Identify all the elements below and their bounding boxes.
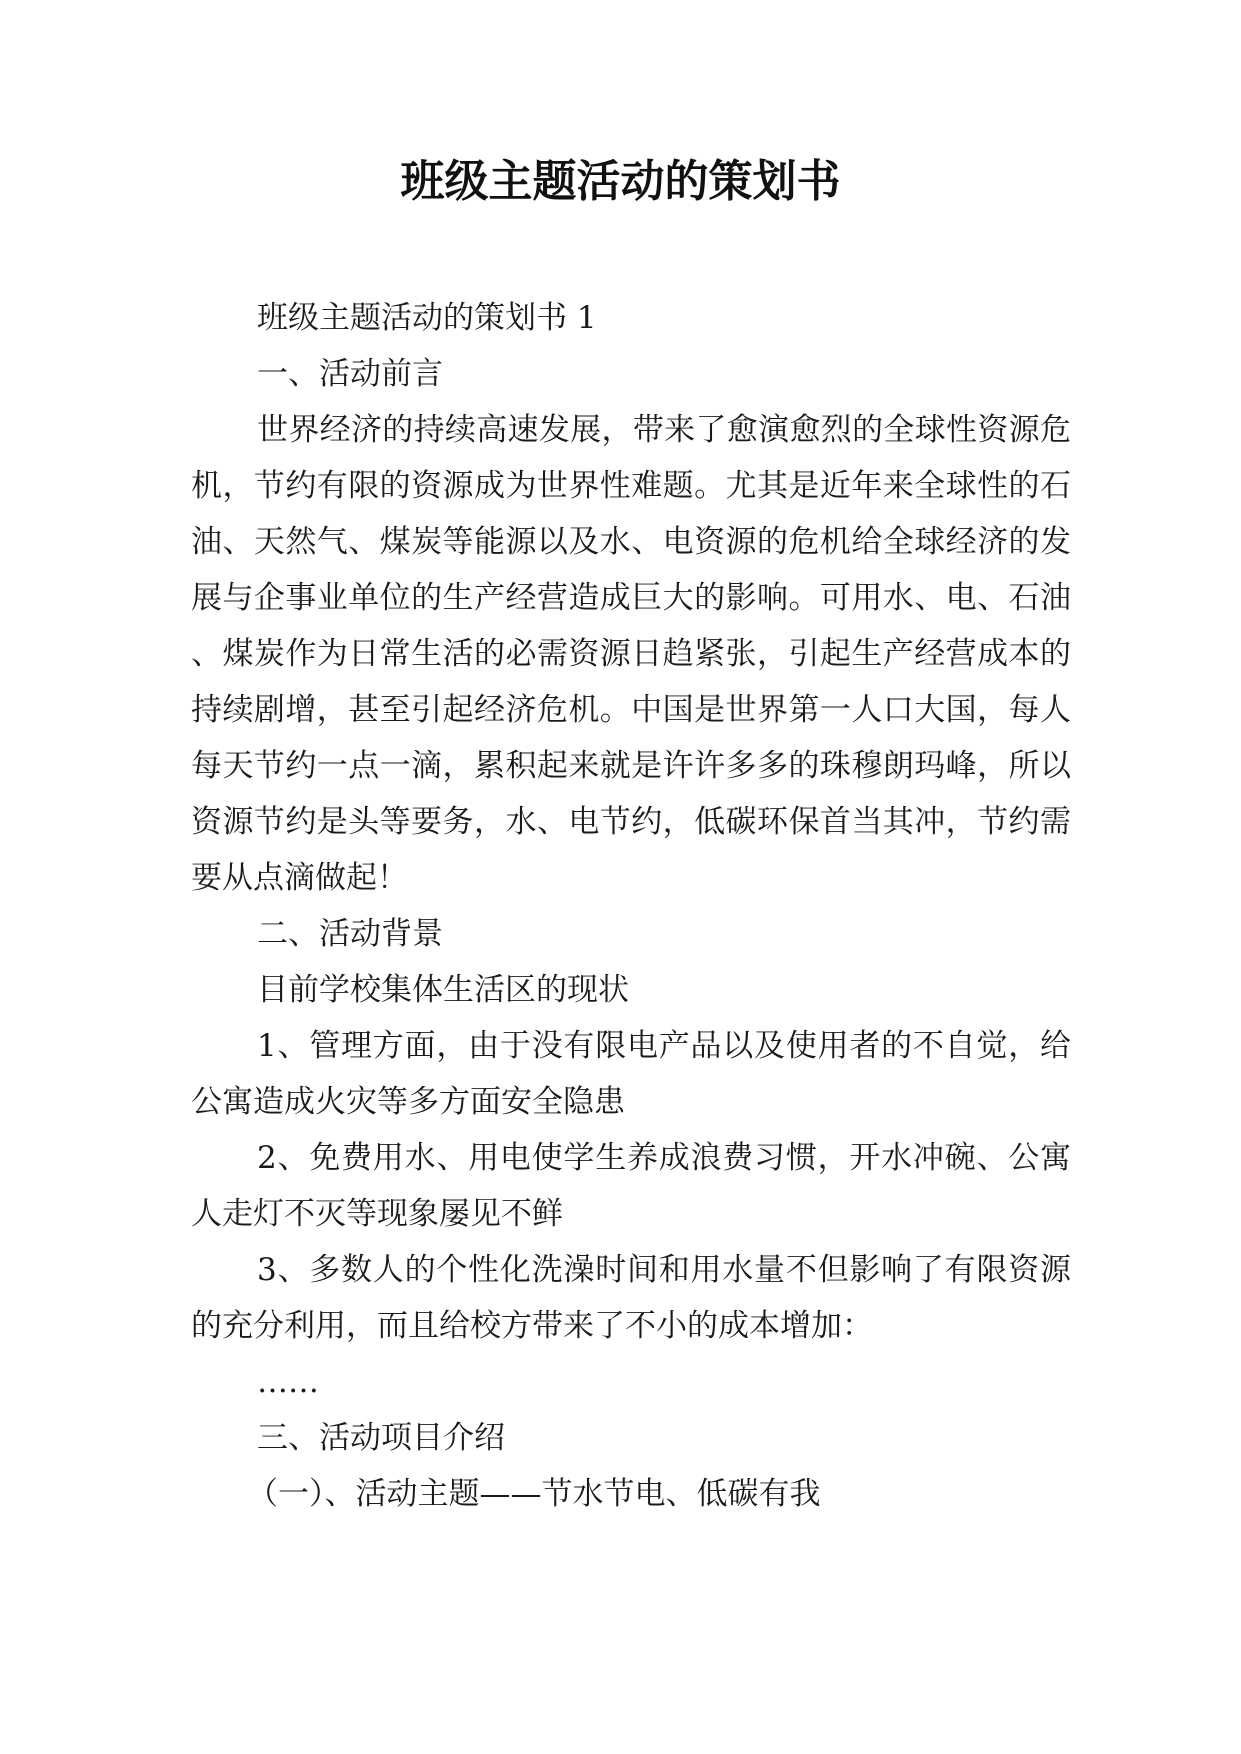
document-title: 班级主题活动的策划书 <box>400 156 841 207</box>
body-paragraph: 目前学校集体生活区的现状 <box>257 972 629 1008</box>
subtitle-paragraph: 班级主题活动的策划书 1 <box>257 300 597 336</box>
subsection-heading: （一）、活动主题——节水节电、低碳有我 <box>247 1476 821 1512</box>
document-body <box>191 290 1071 1522</box>
section-heading-1: 一、活动前言 <box>257 356 443 392</box>
section-heading-3: 三、活动项目介绍 <box>257 1420 505 1456</box>
list-item: 2、免费用水、用电使学生养成浪费习惯，开水冲碗、公寓人走灯不灭等现象屡见不鲜 <box>191 1140 1071 1232</box>
list-item: 1、管理方面，由于没有限电产品以及使用者的不自觉，给公寓造成火灾等多方面安全隐患 <box>191 1028 1071 1120</box>
ellipsis-paragraph: …… <box>257 1364 319 1400</box>
list-item: 3、多数人的个性化洗澡时间和用水量不但影响了有限资源的充分利用，而且给校方带来了不小的成本增加： <box>191 1252 1071 1344</box>
section-heading-2: 二、活动背景 <box>257 916 443 952</box>
body-paragraph: 世界经济的持续高速发展，带来了愈演愈烈的全球性资源危机，节约有限的资源成为世界性难题。尤其是近年来全球性的石油、天然气、煤炭等能源以及水、电资源的危机给全球经济的发展与企事业单位的生产经营造成巨大的影响。可用水、电、石油、煤炭作为日常生活的必需资源日趋紧张，引起生产经营成本的持续剧增，甚至引起经济危机。中国是世界第一人口大国，每人每天节约一点一滴，累积起来就是许许多多的珠穆朗玛峰，所以资源节约是头等要务，水、电节约，低碳环保首当其冲，节约需要从点滴做起！ <box>191 412 1071 896</box>
